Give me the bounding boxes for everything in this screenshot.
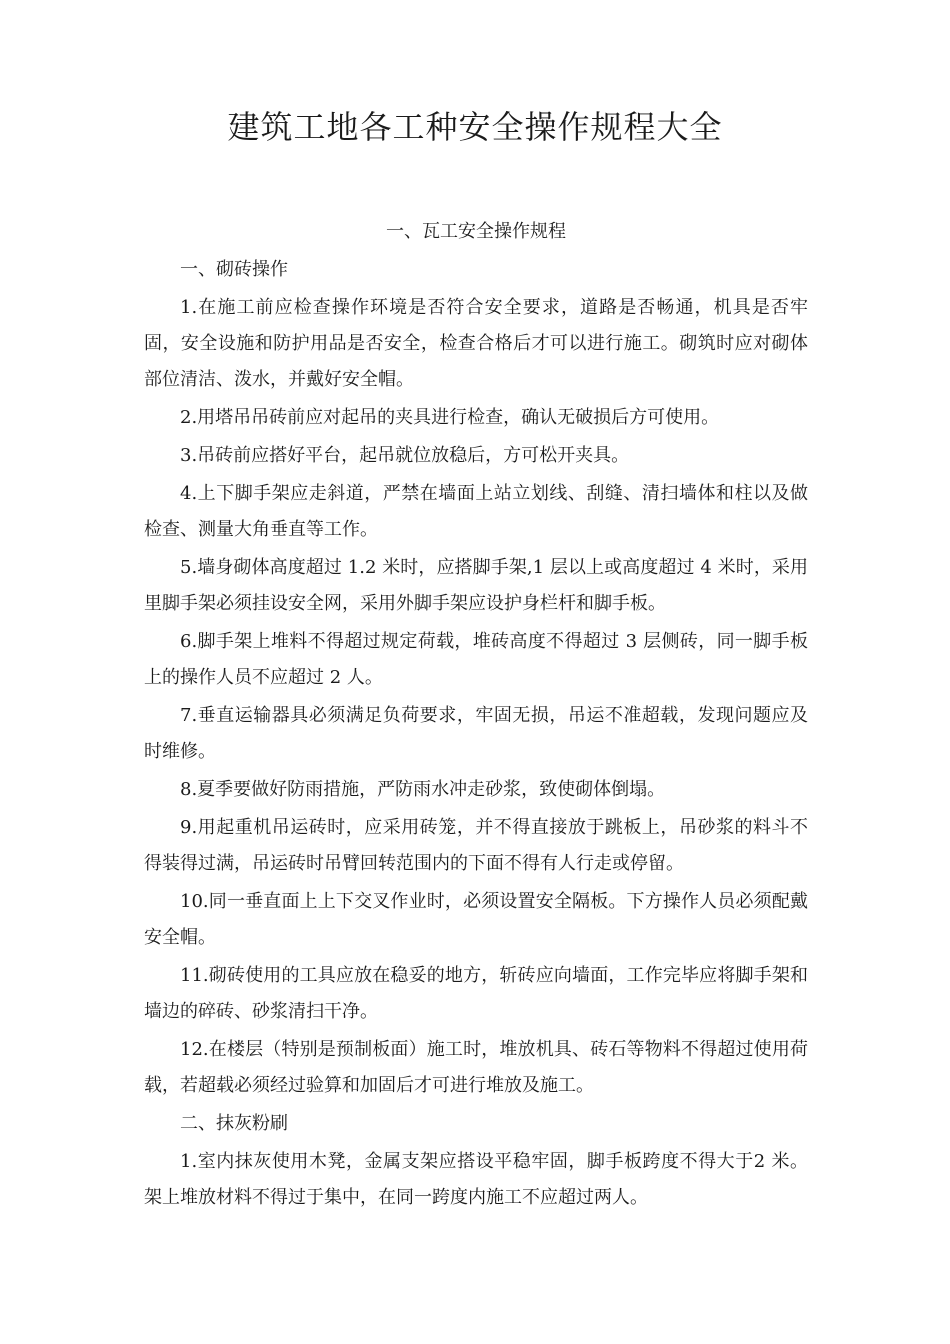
- paragraph: 1.在施工前应检查操作环境是否符合安全要求，道路是否畅通，机具是否牢固，安全设施和防护用品是否安全，检查合格后才可以进行施工。砌筑时应对砌体部位清洁、泼水，并戴好安全帽。: [144, 297, 808, 390]
- paragraph: 9.用起重机吊运砖时，应采用砖笼，并不得直接放于跳板上，吊砂浆的料斗不得装得过满，吊运砖时吊臂回转范围内的下面不得有人行走或停留。: [144, 817, 808, 874]
- paragraph: 12.在楼层（特别是预制板面）施工时，堆放机具、砖石等物料不得超过使用荷载，若超载必须经过验算和加固后才可进行堆放及施工。: [144, 1039, 808, 1096]
- section-title: 一、瓦工安全操作规程: [386, 221, 566, 242]
- paragraph: 8.夏季要做好防雨措施，严防雨水冲走砂浆，致使砌体倒塌。: [180, 779, 666, 800]
- document-title: 建筑工地各工种安全操作规程大全: [227, 108, 723, 146]
- paragraph: 10.同一垂直面上上下交叉作业时，必须设置安全隔板。下方操作人员必须配戴安全帽。: [144, 891, 808, 948]
- paragraph: 4.上下脚手架应走斜道，严禁在墙面上站立划线、刮缝、清扫墙体和柱以及做检查、测量大角垂直等工作。: [144, 483, 808, 540]
- paragraph: 11.砌砖使用的工具应放在稳妥的地方，斩砖应向墙面，工作完毕应将脚手架和墙边的碎砖、砂浆清扫干净。: [144, 965, 808, 1022]
- paragraph: 5.墙身砌体高度超过 1.2 米时，应搭脚手架,1 层以上或高度超过 4 米时，采用里脚手架必须挂设安全网，采用外脚手架应设护身栏杆和脚手板。: [144, 557, 808, 614]
- subsection-heading: 二、抹灰粉刷: [180, 1113, 288, 1134]
- paragraph: 2.用塔吊吊砖前应对起吊的夹具进行检查，确认无破损后方可使用。: [180, 407, 720, 428]
- paragraph: 7.垂直运输器具必须满足负荷要求，牢固无损，吊运不准超载，发现问题应及时维修。: [144, 705, 808, 762]
- paragraph: 6.脚手架上堆料不得超过规定荷载，堆砖高度不得超过 3 层侧砖，同一脚手板上的操作人员不应超过 2 人。: [144, 631, 808, 688]
- paragraph: 1.室内抹灰使用木凳，金属支架应搭设平稳牢固，脚手板跨度不得大于2 米。架上堆放材料不得过于集中，在同一跨度内施工不应超过两人。: [144, 1151, 808, 1208]
- document-body: [144, 214, 808, 1218]
- paragraph: 3.吊砖前应搭好平台，起吊就位放稳后，方可松开夹具。: [180, 445, 630, 466]
- subsection-heading: 一、砌砖操作: [180, 259, 288, 280]
